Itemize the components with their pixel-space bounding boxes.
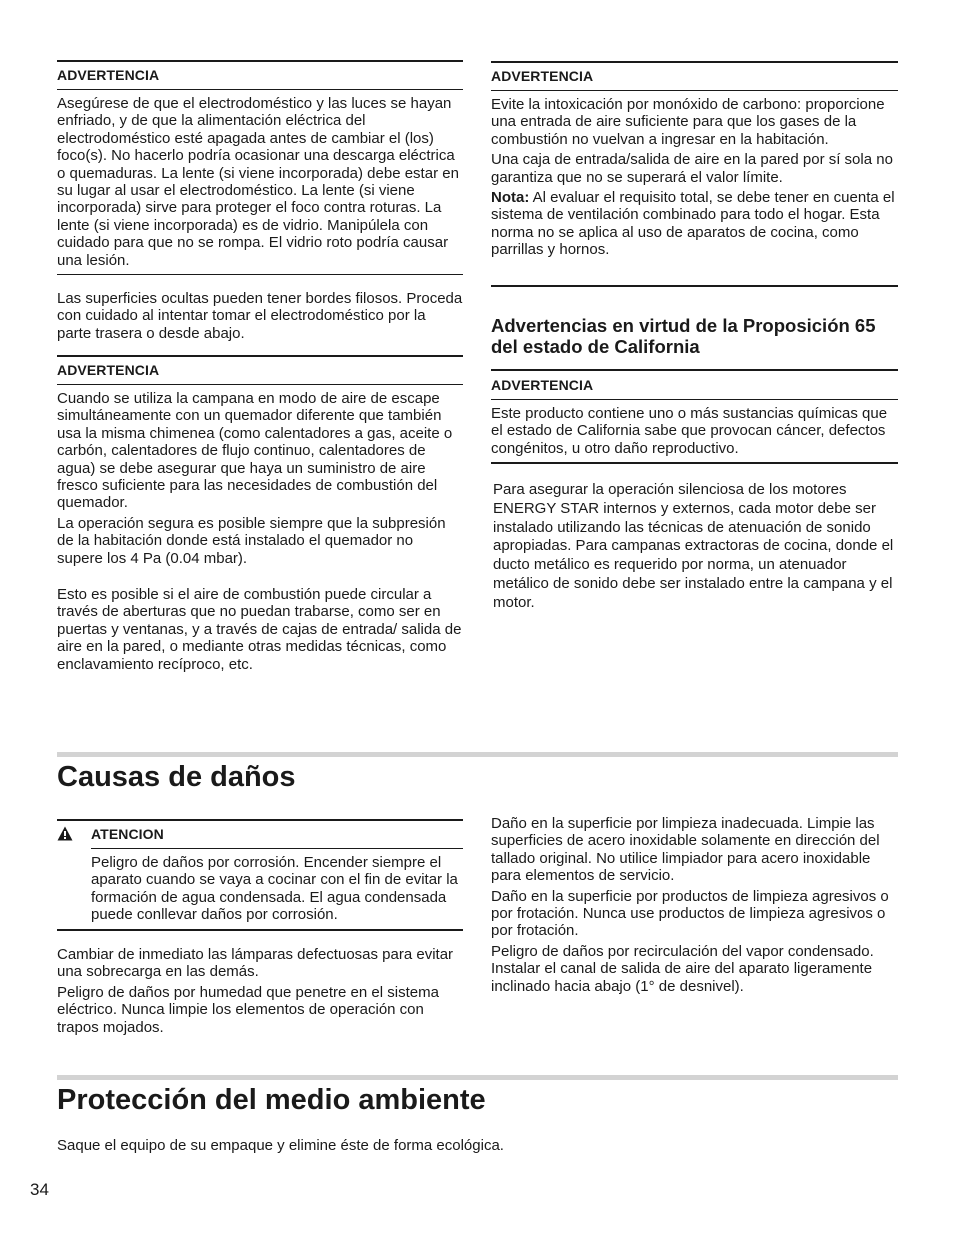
section-subheading: Advertencias en virtud de la Proposición 65 del estado de California bbox=[491, 315, 876, 357]
caution-top-rule bbox=[57, 819, 463, 821]
warning-divider bbox=[491, 90, 898, 91]
section-divider bbox=[57, 752, 898, 757]
caution-paragraph: Peligro de daños por corrosión. Encender siempre el aparato cuando se vaya a cocinar con el fin de evitar la formación de agua condensada. El agua condensada puede conllevar daños por corrosión. bbox=[91, 854, 458, 924]
warning-text bbox=[57, 390, 463, 567]
warning-text bbox=[491, 96, 898, 259]
paragraph: Cambiar de inmediato las lámparas defectuosas para evitar una sobrecarga en las demás. bbox=[57, 946, 454, 981]
warning-top-rule bbox=[491, 61, 898, 63]
combustion-paragraph: Esto es posible si el aire de combustión puede circular a través de aberturas que no puedan trabarse, como ser en puertas y ventanas, y a través de cajas de entrada/ salida de aire en la pared, o mediante otras medidas técnicas, como enclavamiento recíproco, etc. bbox=[57, 586, 462, 673]
paragraph: Daño en la superficie por limpieza inadecuada. Limpie las superficies de acero inoxidable solamente en dirección del tallado original. No utilice limpiador para acero inoxidable para elementos de servicio. bbox=[491, 815, 880, 885]
section-title: Protección del medio ambiente bbox=[57, 1084, 486, 1116]
note-paragraph bbox=[491, 189, 898, 259]
energy-star-paragraph: Para asegurar la operación silenciosa de los motores ENERGY STAR internos y externos, cada motor debe ser instalado utilizando las técnicas de atenuación de sonido apropiadas. Para campanas extractoras de cocina, donde el ducto metálico es requerido por norma, un atenuador metálico de sonido debe ser instalado entre la campana y el motor. bbox=[493, 481, 894, 611]
warning-divider bbox=[57, 89, 463, 90]
paragraph: Peligro de daños por humedad que penetre en el sistema eléctrico. Nunca limpie los elementos de operación con trapos mojados. bbox=[57, 983, 439, 1036]
warning-top-rule bbox=[57, 60, 463, 62]
warning-paragraph: Asegúrese de que el electrodoméstico y las luces se hayan enfriado, y de que la alimentación eléctrica del electrodoméstico esté apagada antes de cambiar el (los) foco(s). No hacerlo podría ocasionar una descarga eléctrica o quemaduras. La lente (si viene incorporada) debe estar en su lugar al usar el electrodoméstico. La lente (si viene incorporada) sirve para proteger el foco contra roturas. La lente (si viene incorporada) es de vidrio. Manipúlela con cuidado para que no se rompa. El vidrio roto podría causar una lesión. bbox=[57, 95, 459, 269]
warning-paragraph: Cuando se utiliza la campana en modo de aire de escape simultáneamente con un quemador diferente que también usa la misma chimenea (como calentadores a gas, aceite o carbón, calentadores de flujo continuo, calentadores de agua) se debe asegurar que haya un suministro de aire fresco suficiente para las necesidades de combustión del quemador. bbox=[57, 390, 453, 512]
warning-paragraph: Una caja de entrada/salida de aire en la pared por sí sola no garantiza que no se superará el valor límite. bbox=[491, 151, 893, 186]
warning-paragraph: Este producto contiene uno o más sustancias químicas que el estado de California sabe que provocan cáncer, defectos congénitos, u otro daño reproductivo. bbox=[491, 405, 888, 457]
paragraph bbox=[57, 586, 463, 673]
section-title: Causas de daños bbox=[57, 761, 296, 793]
note-text: Al evaluar el requisito total, se debe tener en cuenta el sistema de ventilación combinado para todo el hogar. Esta norma no se aplica al uso de aparatos de cocina, como parrillas y hornos. bbox=[491, 189, 895, 259]
warning-label: ADVERTENCIA bbox=[491, 68, 594, 84]
surfaces-paragraph: Las superficies ocultas pueden tener bordes filosos. Proceda con cuidado al intentar tomar el electrodoméstico por la parte trasera o desde abajo. bbox=[57, 290, 463, 342]
warning-triangle-icon bbox=[57, 826, 73, 841]
environment-text bbox=[57, 1137, 898, 1154]
warning-label: ADVERTENCIA bbox=[57, 67, 160, 83]
warning-divider bbox=[57, 384, 463, 385]
damage-right-text bbox=[491, 815, 898, 995]
warning-bottom-rule bbox=[57, 274, 463, 275]
warning-divider bbox=[491, 399, 898, 400]
warning-label: ADVERTENCIA bbox=[57, 362, 160, 378]
page-number: 34 bbox=[30, 1180, 49, 1199]
section-divider bbox=[57, 1075, 898, 1080]
paragraph: Peligro de daños por recirculación del vapor condensado. Instalar el canal de salida de aire del aparato ligeramente inclinado hacia abajo (1° de desnivel). bbox=[491, 942, 874, 995]
warning-bottom-rule bbox=[491, 462, 898, 464]
warning-label: ADVERTENCIA bbox=[491, 377, 594, 393]
warning-paragraph: Evite la intoxicación por monóxido de carbono: proporcione una entrada de aire suficiente para que los gases de la combustión no vuelvan a ingresar en la habitación. bbox=[491, 96, 885, 148]
warning-top-rule bbox=[491, 369, 898, 371]
paragraph bbox=[57, 290, 463, 342]
warning-text bbox=[57, 95, 463, 269]
warning-text bbox=[491, 405, 898, 457]
damage-left-text bbox=[57, 946, 463, 1036]
warning-top-rule bbox=[57, 355, 463, 357]
note-label: Nota: bbox=[491, 189, 530, 207]
paragraph: Daño en la superficie por productos de limpieza agresivos o por frotación. Nunca use productos de limpieza agresivos o por frotación. bbox=[491, 887, 889, 940]
paragraph: Saque el equipo de su empaque y elimine éste de forma ecológica. bbox=[57, 1137, 504, 1154]
caution-text bbox=[91, 854, 463, 924]
caution-bottom-rule bbox=[57, 929, 463, 931]
warning-paragraph: La operación segura es posible siempre que la subpresión de la habitación donde está instalado el quemador no supere los 4 Pa (0.04 mbar). bbox=[57, 514, 446, 567]
paragraph bbox=[493, 481, 902, 613]
caution-divider bbox=[91, 848, 463, 849]
warning-bottom-rule bbox=[491, 285, 898, 287]
caution-label: ATENCION bbox=[91, 826, 164, 842]
